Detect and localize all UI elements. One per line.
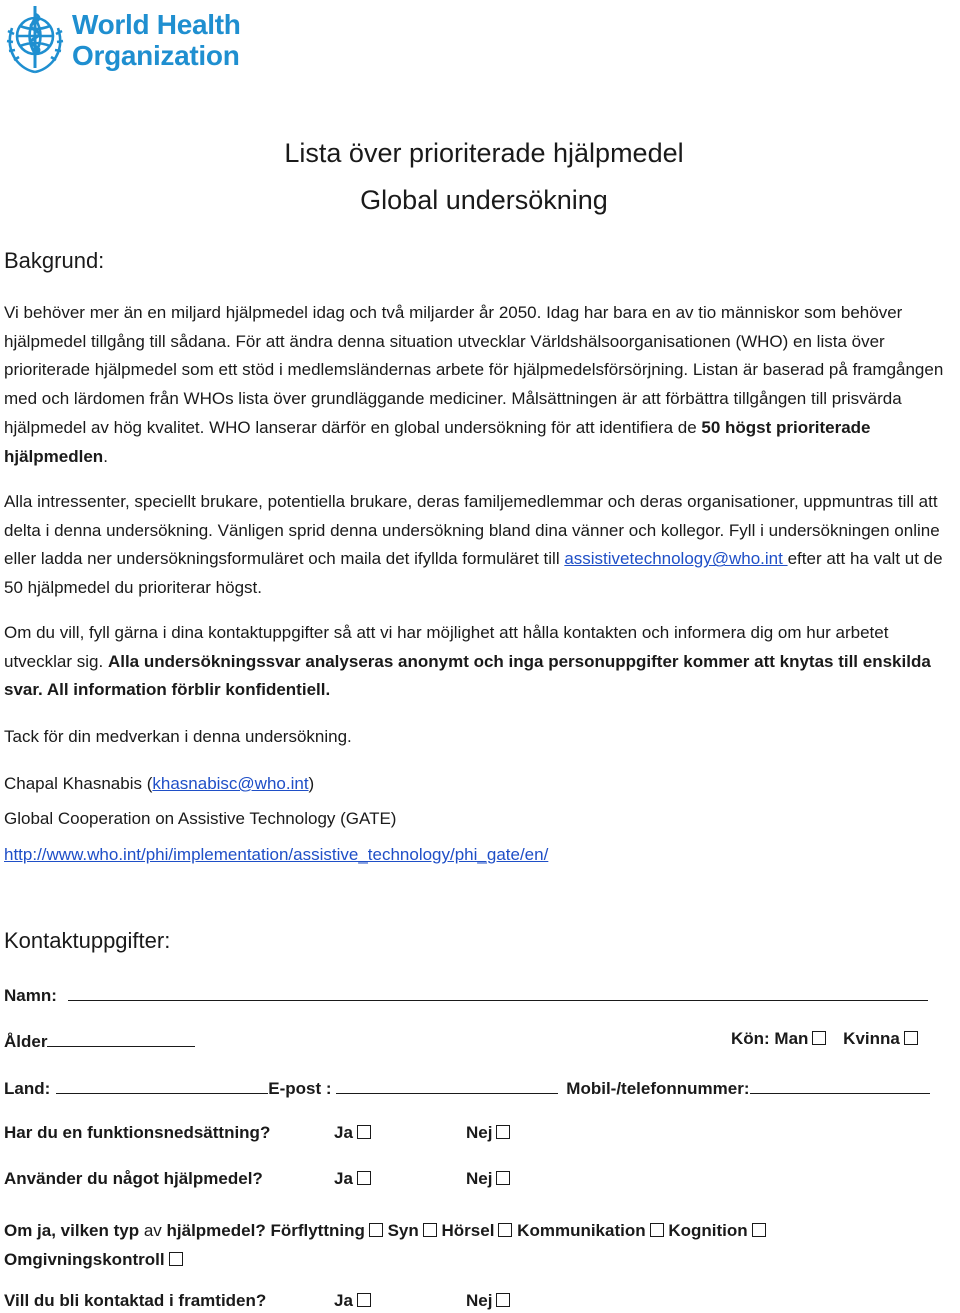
- hearing-checkbox[interactable]: [498, 1223, 512, 1237]
- logo-wordmark: [72, 9, 241, 71]
- question-aid: Använder du något hjälpmedel?: [4, 1169, 263, 1188]
- q-aid-no: [466, 1169, 510, 1189]
- aid-type-hearing: Hörsel: [441, 1221, 495, 1240]
- no-label: Nej: [466, 1123, 493, 1142]
- background-heading: Bakgrund:: [4, 248, 105, 273]
- gender-female-label: Kvinna: [843, 1029, 900, 1048]
- aid-type-row: [4, 1216, 904, 1274]
- question-contact: Vill du bli kontaktad i framtiden?: [4, 1291, 267, 1310]
- page-title: Lista över prioriterade hjälpmedel: [284, 138, 684, 168]
- aid-type-question-2: av: [139, 1221, 167, 1240]
- email-label: E-post :: [268, 1079, 332, 1098]
- organization-name: Global Cooperation on Assistive Technology (GATE): [4, 809, 397, 828]
- age-field[interactable]: [47, 1029, 195, 1047]
- disability-no-checkbox[interactable]: [496, 1125, 510, 1139]
- age-label: Ålder: [4, 1032, 48, 1051]
- q-disability-row: [4, 1123, 270, 1143]
- paragraph-text: Om du vill, fyll gärna i dina kontaktuppgifter så att vi har möjlighet att hålla kontakten och informera dig om hur arbetet utvecklar sig.: [4, 623, 889, 671]
- thanks-text: Tack för din medverkan i denna undersökning.: [4, 727, 352, 746]
- contact-email-link[interactable]: khasnabisc@who.int: [152, 774, 309, 793]
- yes-label: Ja: [334, 1291, 353, 1310]
- q-aid-row: [4, 1169, 263, 1189]
- communication-checkbox[interactable]: [650, 1223, 664, 1237]
- yes-label: Ja: [334, 1123, 353, 1142]
- gender-male-checkbox[interactable]: [812, 1031, 826, 1045]
- gate-url: [4, 843, 548, 867]
- country-email-phone-row: [4, 1076, 930, 1099]
- contact-close: ): [308, 774, 315, 793]
- contact-name: Chapal Khasnabis (: [4, 774, 153, 793]
- aid-type-environment: Omgivningskontroll: [4, 1250, 165, 1269]
- name-label: Namn:: [4, 986, 57, 1005]
- contact-person: [4, 772, 314, 796]
- paragraph-bold: 50 högst prioriterade hjälpmedlen: [4, 417, 871, 466]
- age-row: [4, 1029, 195, 1052]
- background-paragraph-3: [4, 619, 956, 705]
- q-contact-row: [4, 1291, 266, 1311]
- aid-type-question-3: hjälpmedel?: [166, 1221, 271, 1240]
- gender-female-checkbox[interactable]: [904, 1031, 918, 1045]
- paragraph-end: efter att ha valt ut de 50 hjälpmedel du prioriterar högst.: [4, 549, 943, 598]
- gate-url-link[interactable]: http://www.who.int/phi/implementation/assistive_technology/phi_gate/en/: [4, 845, 549, 864]
- aid-yes-checkbox[interactable]: [357, 1171, 371, 1185]
- aid-type-mobility: Förflyttning: [270, 1221, 365, 1240]
- aid-type-communication: Kommunikation: [517, 1221, 646, 1240]
- gender-row: [731, 1029, 918, 1049]
- contact-form-heading: Kontaktuppgifter:: [4, 928, 171, 953]
- aid-no-checkbox[interactable]: [496, 1171, 510, 1185]
- email-field[interactable]: [336, 1076, 558, 1094]
- environment-checkbox[interactable]: [169, 1252, 183, 1266]
- gender-label: Kön: Man: [731, 1029, 809, 1048]
- aid-type-vision: Syn: [387, 1221, 419, 1240]
- q-aid-yes: [334, 1169, 371, 1189]
- q-contact-yes: [334, 1291, 371, 1311]
- name-row: [4, 983, 928, 1006]
- page-subtitle: Global undersökning: [360, 185, 608, 215]
- yes-label: Ja: [334, 1169, 353, 1188]
- q-disability-no: [466, 1123, 510, 1143]
- name-field[interactable]: [68, 983, 928, 1001]
- country-field[interactable]: [56, 1076, 268, 1094]
- question-disability: Har du en funktionsnedsättning?: [4, 1123, 271, 1142]
- contact-no-checkbox[interactable]: [496, 1293, 510, 1307]
- disability-yes-checkbox[interactable]: [357, 1125, 371, 1139]
- logo-line-1: World Health: [72, 9, 241, 40]
- who-emblem-icon: [4, 2, 66, 78]
- phone-label: Mobil-/telefonnummer:: [566, 1079, 750, 1098]
- vision-checkbox[interactable]: [423, 1223, 437, 1237]
- contact-yes-checkbox[interactable]: [357, 1293, 371, 1307]
- paragraph-text: Vi behöver mer än en miljard hjälpmedel idag och två miljarder år 2050. Idag har bara en av tio människor som behöver hjälpmedel tillgång till sådana. För att ändra denna situation utvecklar Världshälsoorganisationen (WHO) en lista över prioriterade hjälpmedel som ett stöd i medlemsländernas arbete för hjälpmedelsförsörjning. Listan är baserad på framgången med och lärdomen från WHOs lista över grundläggande mediciner. Målsättningen är att förbättra tillgången till prisvärda hjälpmedel av hög kvalitet. WHO lanserar därför en global undersökning för att identifiera de: [4, 303, 944, 437]
- logo-line-2: Organization: [72, 40, 240, 71]
- background-paragraph-2: [4, 488, 956, 603]
- phone-field[interactable]: [750, 1076, 930, 1094]
- aid-type-question-1: Om ja, vilken typ: [4, 1221, 140, 1240]
- q-disability-yes: [334, 1123, 371, 1143]
- survey-email-link[interactable]: assistivetechnology@who.int: [564, 549, 788, 569]
- no-label: Nej: [466, 1291, 493, 1310]
- mobility-checkbox[interactable]: [369, 1223, 383, 1237]
- q-contact-no: [466, 1291, 510, 1311]
- paragraph-end: .: [103, 446, 108, 466]
- no-label: Nej: [466, 1169, 493, 1188]
- background-paragraph-1: [4, 299, 956, 471]
- paragraph-bold: Alla undersökningssvar analyseras anonymt och inga personuppgifter kommer att knytas till enskilda svar. All information förblir konfidentiell.: [4, 651, 931, 700]
- cognition-checkbox[interactable]: [752, 1223, 766, 1237]
- who-logo: [4, 2, 241, 78]
- country-label: Land:: [4, 1079, 51, 1098]
- aid-type-cognition: Kognition: [668, 1221, 748, 1240]
- paragraph-text: Alla intressenter, speciellt brukare, potentiella brukare, deras familjemedlemmar och deras organisationer, uppmuntras till att delta i denna undersökning. Vänligen sprid denna undersökning bland dina vänner och kollegor. Fyll i undersökningen online eller ladda ner undersökningsformuläret och maila det ifyllda formuläret till: [4, 492, 940, 569]
